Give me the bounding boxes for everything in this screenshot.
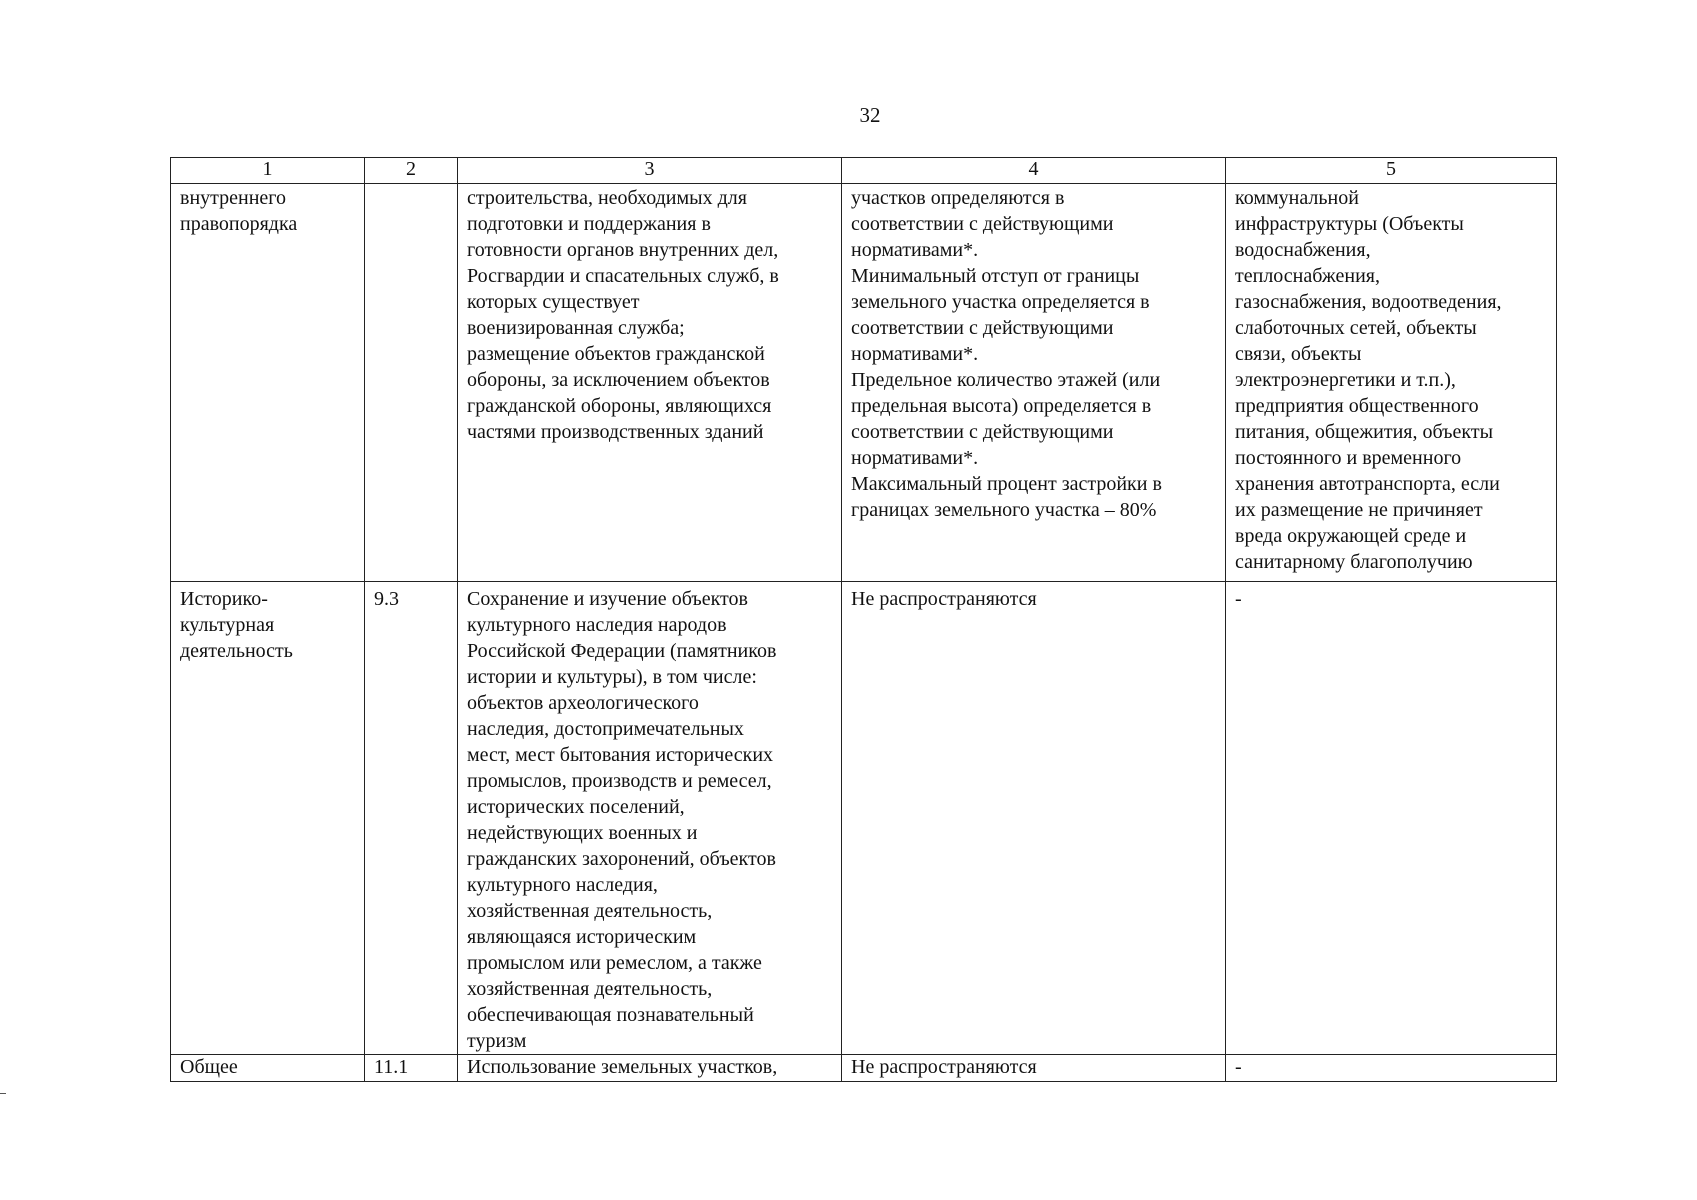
table-header-row bbox=[171, 158, 1557, 184]
auxiliary-uses: - bbox=[1226, 582, 1557, 1055]
use-type-code bbox=[365, 184, 458, 582]
use-parameters: участков определяются в соответствии с действующими нормативами*. Минимальный отступ от границы земельного участка определяется в соответствии с действующими нормативами*. Предельное количество этажей (или предельная высота) определяется в соответствии с действующими нормативами*. Максимальный процент застройки в границах земельного участка – 80% bbox=[842, 184, 1226, 582]
column-number-5: 5 bbox=[1226, 158, 1557, 184]
auxiliary-uses: - bbox=[1226, 1055, 1557, 1082]
column-number-4: 4 bbox=[842, 158, 1226, 184]
land-use-table bbox=[170, 157, 1557, 1082]
use-type-code: 11.1 bbox=[365, 1055, 458, 1082]
use-type-name: внутреннего правопорядка bbox=[171, 184, 365, 582]
column-number-2: 2 bbox=[365, 158, 458, 184]
scan-margin-mark bbox=[0, 1093, 6, 1094]
column-number-3: 3 bbox=[458, 158, 842, 184]
auxiliary-uses: коммунальной инфраструктуры (Объекты водоснабжения, теплоснабжения, газоснабжения, водоотведения, слаботочных сетей, объекты связи, объекты электроэнергетики и т.п.), предприятия общественного питания, общежития, объекты постоянного и временного хранения автотранспорта, если их размещение не причиняет вреда окружающей среде и санитарному благополучию bbox=[1226, 184, 1557, 582]
page-number: 32 bbox=[859, 103, 881, 127]
use-type-name: Общее bbox=[171, 1055, 365, 1082]
use-type-description: строительства, необходимых для подготовки и поддержания в готовности органов внутренних дел, Росгвардии и спасательных служб, в которых существует военизированная служба; размещение объектов гражданской обороны, за исключением объектов гражданской обороны, являющихся частями производственных зданий bbox=[458, 184, 842, 582]
use-type-description: Использование земельных участков, bbox=[458, 1055, 842, 1082]
table-row bbox=[171, 184, 1557, 582]
use-type-name: Историко- культурная деятельность bbox=[171, 582, 365, 1055]
use-type-code: 9.3 bbox=[365, 582, 458, 1055]
use-parameters: Не распространяются bbox=[842, 1055, 1226, 1082]
column-number-1: 1 bbox=[171, 158, 365, 184]
table-row bbox=[171, 582, 1557, 1055]
use-type-description: Сохранение и изучение объектов культурного наследия народов Российской Федерации (памятников истории и культуры), в том числе: объектов археологического наследия, достопримечательных мест, мест бытования исторических промыслов, производств и ремесел, исторических поселений, недействующих военных и гражданских захоронений, объектов культурного наследия, хозяйственная деятельность, являющаяся историческим промыслом или ремеслом, а также хозяйственная деятельность, обеспечивающая познавательный туризм bbox=[458, 582, 842, 1055]
use-parameters: Не распространяются bbox=[842, 582, 1226, 1055]
table-row bbox=[171, 1055, 1557, 1082]
